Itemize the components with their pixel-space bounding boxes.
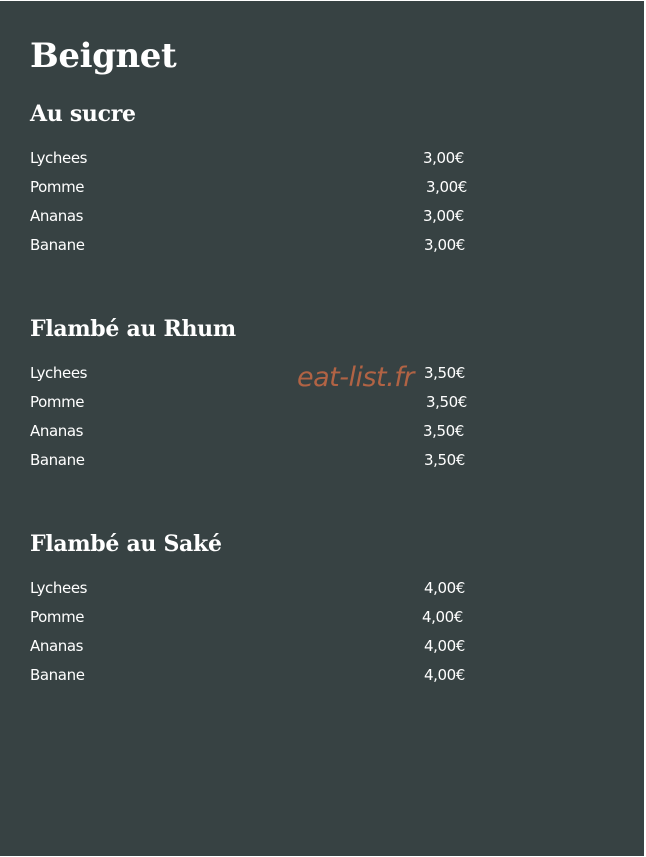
item-name: Lychees xyxy=(30,579,88,597)
item-price: 4,00€ xyxy=(424,579,465,597)
item-price: 4,00€ xyxy=(422,608,463,626)
watermark-text: eat-list.fr xyxy=(297,362,414,393)
item-name: Ananas xyxy=(30,637,84,655)
item-price: 3,50€ xyxy=(426,393,467,411)
menu-item xyxy=(30,605,470,634)
section-title: Flambé au Rhum xyxy=(30,316,236,342)
item-price: 3,00€ xyxy=(426,178,467,196)
item-list xyxy=(30,576,470,692)
menu-panel xyxy=(0,1,644,856)
item-price: 3,00€ xyxy=(424,236,465,254)
item-name: Pomme xyxy=(30,178,85,196)
menu-item xyxy=(30,146,470,175)
item-price: 4,00€ xyxy=(424,637,465,655)
page-title: Beignet xyxy=(30,36,177,76)
menu-item xyxy=(30,175,470,204)
menu-item xyxy=(30,204,470,233)
menu-item xyxy=(30,576,470,605)
section-title: Au sucre xyxy=(30,101,136,127)
menu-item xyxy=(30,634,470,663)
item-name: Banane xyxy=(30,666,85,684)
item-price: 3,00€ xyxy=(423,149,464,167)
menu-item xyxy=(30,663,470,692)
menu-item xyxy=(30,448,470,477)
section-title: Flambé au Saké xyxy=(30,531,222,557)
menu-item xyxy=(30,233,470,262)
item-price: 3,50€ xyxy=(423,422,464,440)
item-name: Pomme xyxy=(30,608,85,626)
menu-section-au-sucre xyxy=(30,98,470,254)
item-name: Ananas xyxy=(30,422,84,440)
item-name: Lychees xyxy=(30,364,88,382)
item-name: Banane xyxy=(30,451,85,469)
menu-item xyxy=(30,419,470,448)
item-price: 3,50€ xyxy=(424,451,465,469)
item-price: 3,50€ xyxy=(424,364,465,382)
item-name: Lychees xyxy=(30,149,88,167)
item-name: Banane xyxy=(30,236,85,254)
item-name: Pomme xyxy=(30,393,85,411)
item-price: 3,00€ xyxy=(423,207,464,225)
menu-section-flambe-au-sake xyxy=(30,528,470,684)
item-list xyxy=(30,146,470,262)
item-name: Ananas xyxy=(30,207,84,225)
item-price: 4,00€ xyxy=(424,666,465,684)
